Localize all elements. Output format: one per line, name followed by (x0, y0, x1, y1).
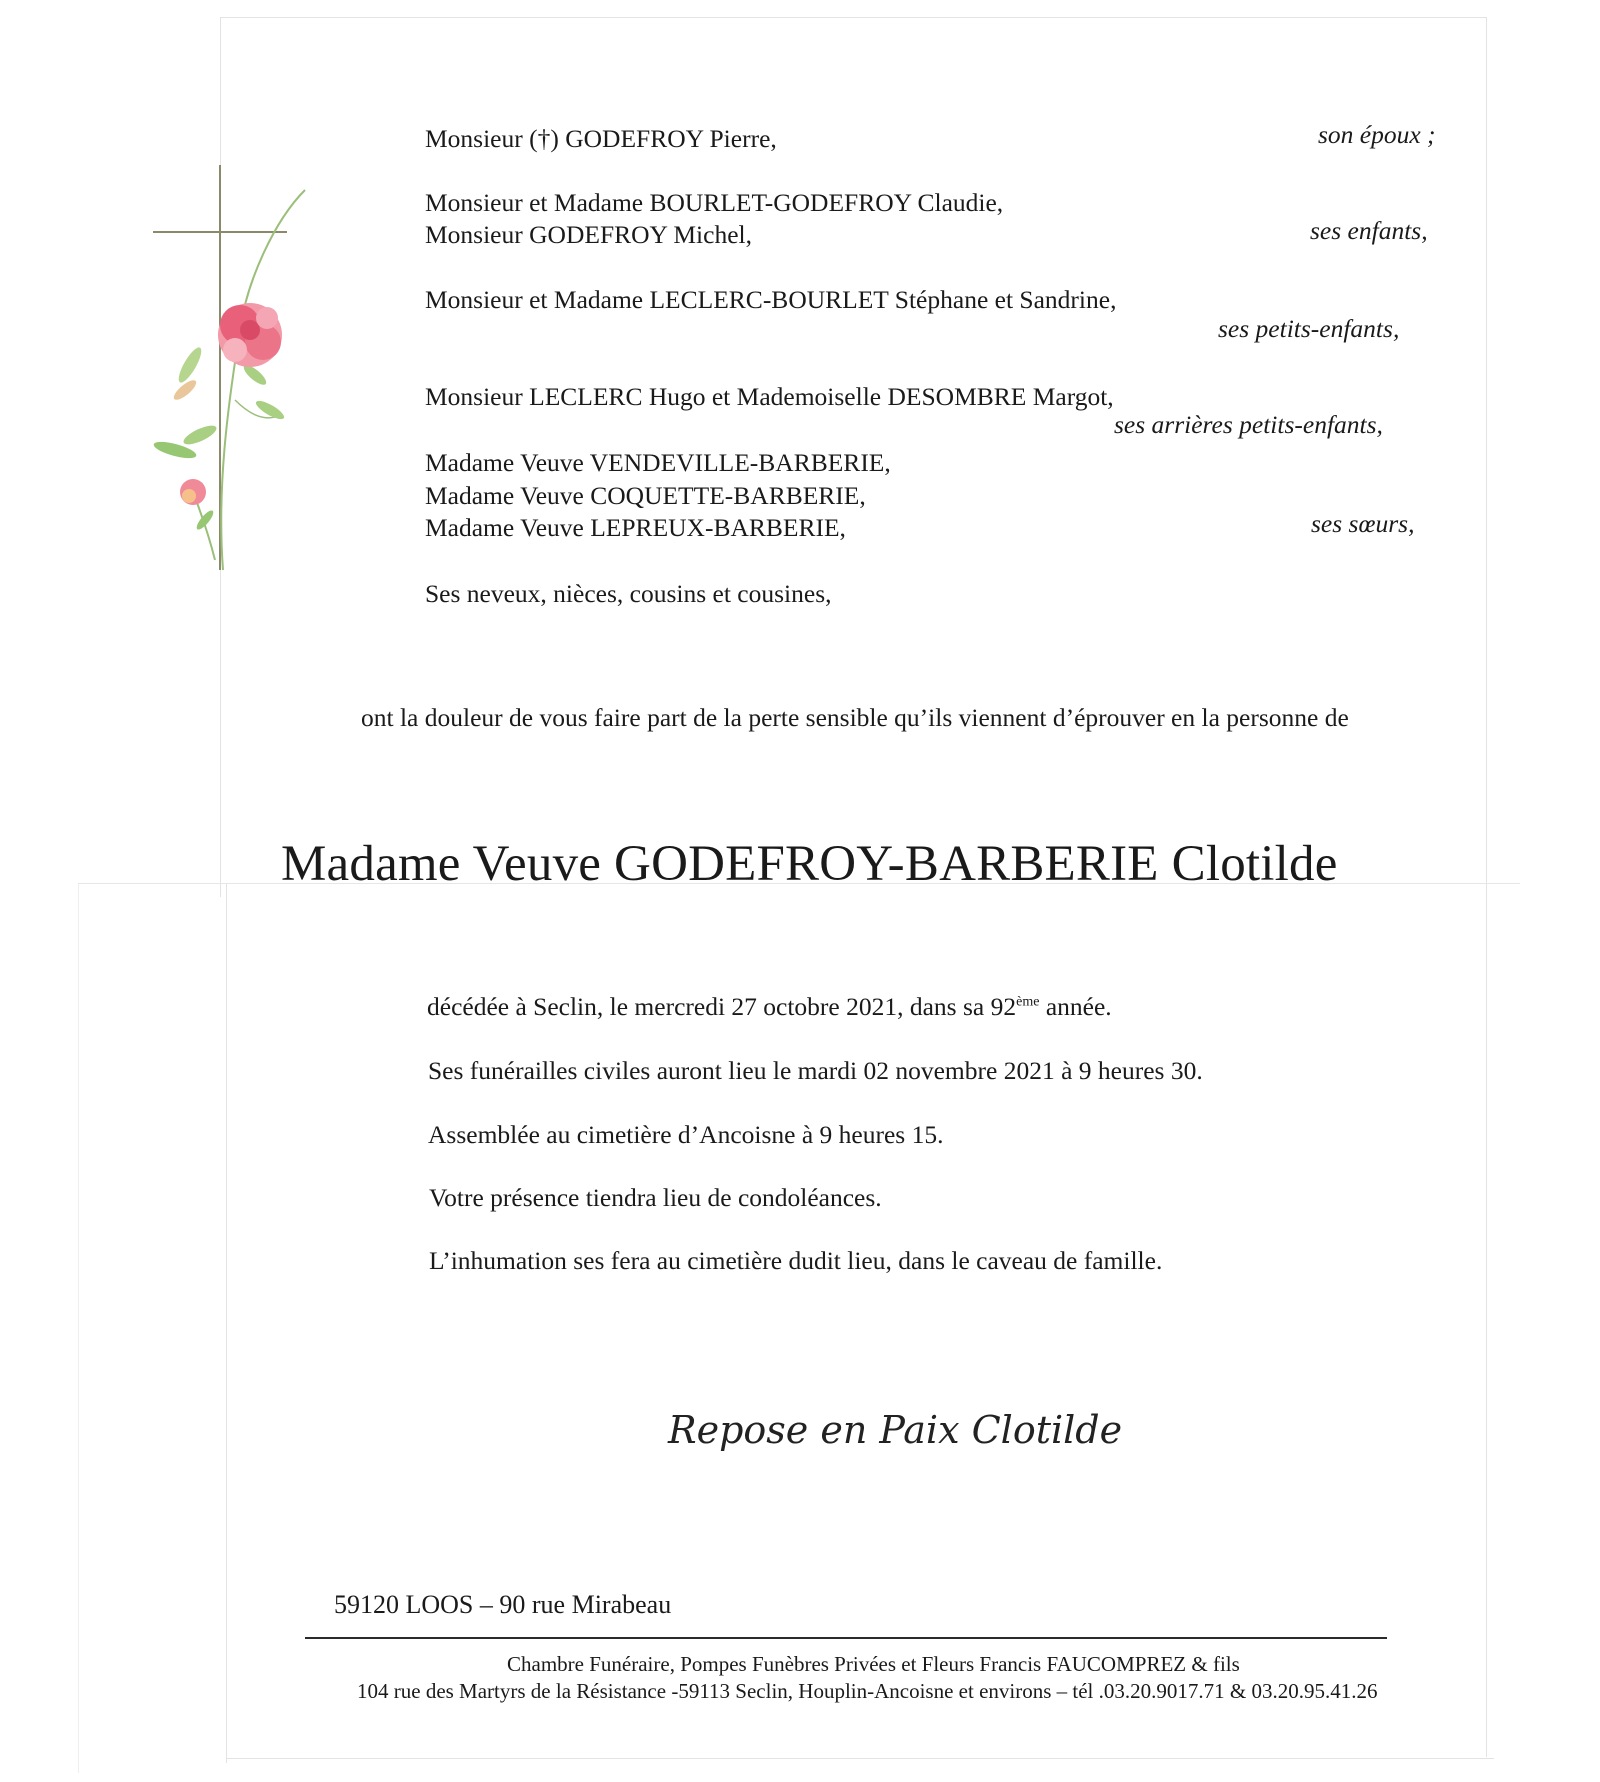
sisters-relation: ses sœurs, (1311, 509, 1415, 538)
announcement-intro: ont la douleur de vous faire part de la perte sensible qu’ils viennent d’éprouver en la personne de (361, 703, 1349, 732)
spouse-relation: son époux ; (1318, 120, 1436, 149)
greatgrandchildren-1: Monsieur LECLERC Hugo et Mademoiselle DESOMBRE Margot, (425, 382, 1114, 411)
page-edge-top (220, 17, 1486, 18)
page-edge-far-left (78, 883, 79, 1773)
spouse-name: Monsieur (†) GODEFROY Pierre, (425, 124, 777, 153)
cross-flower-icon (145, 160, 315, 580)
children-relation: ses enfants, (1310, 216, 1428, 245)
death-details-end: année. (1039, 992, 1112, 1021)
deceased-name: Madame Veuve GODEFROY-BARBERIE Clotilde (281, 836, 1338, 892)
sister-3: Madame Veuve LEPREUX-BARBERIE, (425, 513, 846, 542)
death-details-ordinal: ème (1016, 994, 1040, 1010)
grandchildren-1: Monsieur et Madame LECLERC-BOURLET Stéphane et Sandrine, (425, 285, 1117, 314)
page-edge-left-lower (226, 883, 227, 1763)
page-edge-right (1486, 17, 1487, 1757)
funeral-home-name: Chambre Funéraire, Pompes Funèbres Privées et Fleurs Francis FAUCOMPREZ & fils (507, 1652, 1240, 1676)
grandchildren-relation: ses petits-enfants, (1218, 314, 1400, 343)
funeral-details: Ses funérailles civiles auront lieu le mardi 02 novembre 2021 à 9 heures 30. (428, 1056, 1203, 1085)
page-edge-bottom (226, 1758, 1494, 1759)
sister-2: Madame Veuve COQUETTE-BARBERIE, (425, 481, 866, 510)
burial-details: L’inhumation ses fera au cimetière dudit lieu, dans le caveau de famille. (429, 1246, 1163, 1275)
child-2: Monsieur GODEFROY Michel, (425, 220, 752, 249)
funeral-home-address: 104 rue des Martyrs de la Résistance -59113 Seclin, Houplin-Ancoisne et environs – tél .03.20.9017.71 & 03.20.95.41.26 (357, 1679, 1378, 1703)
death-details (427, 992, 1112, 1022)
greatgrandchildren-relation: ses arrières petits-enfants, (1114, 410, 1383, 439)
address: 59120 LOOS – 90 rue Mirabeau (334, 1590, 672, 1619)
extended-family: Ses neveux, nièces, cousins et cousines, (425, 579, 832, 608)
condolences-note: Votre présence tiendra lieu de condoléances. (429, 1183, 882, 1212)
death-details-main: décédée à Seclin, le mercredi 27 octobre 2021, dans sa 92 (427, 992, 1017, 1021)
footer-rule (305, 1637, 1387, 1639)
sister-1: Madame Veuve VENDEVILLE-BARBERIE, (425, 448, 891, 477)
child-1: Monsieur et Madame BOURLET-GODEFROY Claudie, (425, 188, 1004, 217)
rest-in-peace-script: Repose en Paix Clotilde (668, 1408, 1123, 1452)
assembly-details: Assemblée au cimetière d’Ancoisne à 9 heures 15. (428, 1120, 944, 1149)
